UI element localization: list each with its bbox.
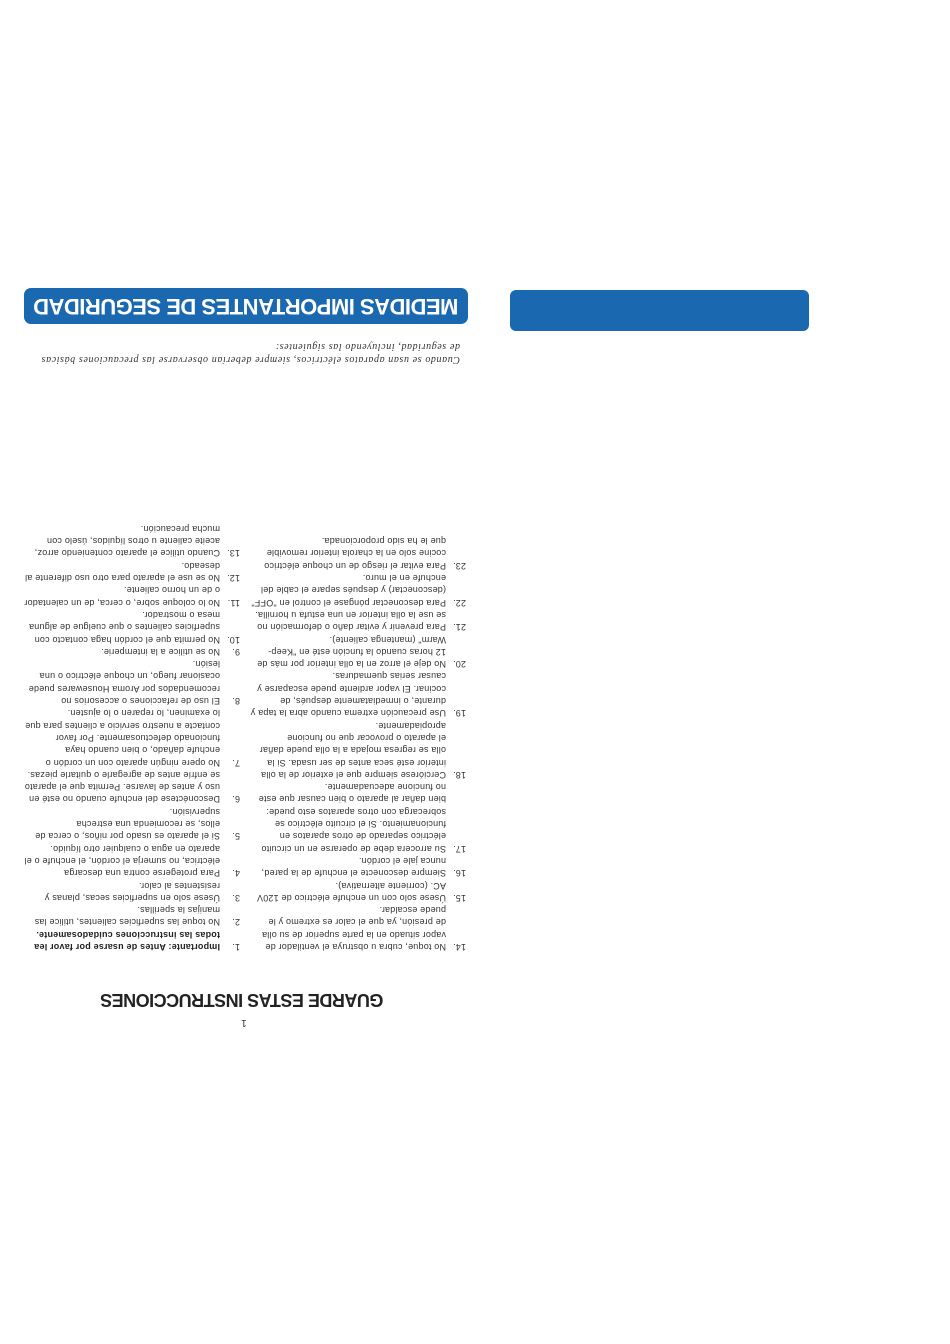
safety-item bbox=[24, 904, 240, 929]
item-number: 6. bbox=[232, 794, 240, 805]
item-number: 4. bbox=[232, 868, 240, 879]
item-text: Para prevenir y evitar daño o deformación no se use la olla interior en una estufa u hornilla. bbox=[255, 609, 446, 633]
item-number: 13. bbox=[226, 548, 240, 559]
safety-item bbox=[250, 855, 466, 880]
page-number: 1 bbox=[241, 1017, 247, 1028]
safety-item bbox=[250, 719, 466, 780]
save-instructions-footer: GUARDE ESTAS INSTRUCCIONES bbox=[100, 990, 384, 1010]
safety-item bbox=[250, 609, 466, 634]
safety-item bbox=[250, 670, 466, 719]
item-number: 7. bbox=[232, 757, 240, 768]
item-text: Siempre desconecte el enchufe de la pared, nunca jale el cordón. bbox=[261, 855, 446, 879]
item-number: 19. bbox=[452, 708, 466, 719]
safety-item bbox=[24, 805, 240, 842]
safety-item bbox=[250, 633, 466, 670]
item-text: Si el aparato es usado por niños, o cerca de ellos, se recomienda una estrecha supervisión. bbox=[35, 806, 220, 842]
item-text: Cuando utilice el aparato conteniendo arroz, aceite caliente u otros líquidos, úselo con mucha precaución. bbox=[34, 523, 220, 559]
item-text: El uso de refacciones o accesorios no recomendados por Aroma Housewares puede ocasionar fuego, un choque eléctrico o una lesión. bbox=[28, 659, 220, 707]
item-number: 2. bbox=[232, 917, 240, 928]
upside-down-page bbox=[18, 282, 470, 1028]
item-number: 11. bbox=[227, 597, 240, 608]
item-text: No toque las superficies calientes, utilice las manijas la sperillas. bbox=[34, 905, 220, 928]
item-number: 12. bbox=[226, 573, 240, 584]
item-text: No deje el arroz en la olla interior por más de 12 horas cuando la función esté en "Keep-Warm" (mantenga caliente). bbox=[257, 634, 446, 670]
item-number: 1. bbox=[232, 942, 240, 952]
item-text: No toque, cubra u obstruya el ventilador de vapor situado en la parte superior de su olla de presión, ya que el calor es extremo y le puede escaldar. bbox=[261, 905, 446, 952]
column-right-items bbox=[250, 535, 466, 953]
item-text: Desconéctese del enchufe cuando no esté en uso y antes de lavarse. Permita que el aparato se enfríe antes de agregarle o quitarle piezas. bbox=[24, 769, 220, 805]
item-text: Úsese solo en superficies secas, planas y resistentes al calor. bbox=[44, 880, 220, 903]
safety-item bbox=[250, 879, 466, 904]
item-number: 3. bbox=[232, 892, 240, 903]
item-number: 23. bbox=[452, 560, 466, 571]
item-number: 8. bbox=[232, 696, 240, 707]
item-text: No se use el aparato para otro uso diferente al deseado. bbox=[24, 560, 220, 584]
item-text: No lo coloque sobre, o cerca, de un calentador o de un horno caliente. bbox=[24, 585, 220, 608]
item-text: No opere ningún aparato con un cordón o enchufe dañado, o bien cuando haya funcionado defectuosamente. Por favor contacte a nuestro servicio a clientes para que lo examinen, lo reparen o lo ajusten. bbox=[24, 708, 220, 768]
safety-item bbox=[250, 904, 466, 953]
item-bold-text: Importante: Antes de usarse por favor lea todas las instrucciones cuidadosamente. bbox=[34, 929, 220, 952]
item-text: Para evitar el riesgo de un choque eléctrico cocine solo en la charola interior removible que le ha sido proporcionada. bbox=[264, 536, 446, 571]
safety-item bbox=[24, 707, 240, 768]
item-number: 20. bbox=[452, 659, 466, 670]
item-text: No se utilice a la intemperie. bbox=[100, 646, 220, 657]
blue-tab-band bbox=[510, 290, 809, 331]
safety-item bbox=[24, 658, 240, 707]
safety-item bbox=[24, 928, 240, 953]
safety-item bbox=[24, 560, 240, 585]
item-number: 10. bbox=[226, 634, 240, 645]
safety-item bbox=[24, 646, 240, 658]
safety-item bbox=[24, 584, 240, 609]
safety-item bbox=[24, 769, 240, 806]
column-left-items bbox=[24, 523, 240, 953]
item-number: 16. bbox=[452, 868, 466, 879]
safety-columns bbox=[20, 375, 466, 953]
item-number: 14. bbox=[452, 942, 466, 952]
item-number: 5. bbox=[232, 831, 240, 842]
item-text: Úsese solo con un enchufe eléctrico de 120V AC. (corriente alternativa). bbox=[256, 880, 446, 903]
item-number: 15. bbox=[452, 892, 466, 903]
page-title-bar bbox=[24, 288, 468, 324]
safety-item bbox=[24, 609, 240, 646]
safety-item bbox=[250, 781, 466, 855]
item-number: 22. bbox=[452, 597, 466, 608]
item-text: Use precaución extrema cuando abra la tapa y durante, o inmediatamente después, de cocinar. El vapor ardiente puede escaparse y causar serias quemaduras. bbox=[250, 671, 446, 719]
safety-item bbox=[24, 879, 240, 904]
intro-text: Cuando se usan aparatos eléctricos, siempre deberían observarse las precauciones básicas de seguridad, incluyendo las siguientes: bbox=[41, 341, 460, 365]
item-number: 18. bbox=[452, 769, 466, 780]
safety-item bbox=[24, 523, 240, 560]
item-text: No permita que el cordón haga contacto con superficies calientes o que cuelgue de alguna mesa o mostrador. bbox=[28, 609, 220, 645]
item-text: Cerciórese siempre que el exterior de la olla interior esté seca antes de ser usada. Si la olla se regresa mojada a la olla puede dañar el aparato o provocar que no funcione apropiadamente. bbox=[259, 720, 446, 780]
item-number: 9. bbox=[232, 646, 240, 657]
safety-item bbox=[24, 842, 240, 879]
item-text: Para protegerse contra una descarga eléctrica, no sumerja el cordón, el enchufe o el aparato en agua o cualquier otro líquido. bbox=[24, 843, 220, 879]
item-text: Para desconectar póngase el control en "OFF" (desconectar) y después separe el cable del enchufe en el muro. bbox=[251, 573, 446, 608]
item-text bbox=[24, 928, 220, 953]
safety-item bbox=[250, 535, 466, 572]
item-number: 17. bbox=[452, 843, 466, 854]
page-title: MEDIDAS IMPORTANTES DE SEGURIDAD bbox=[33, 294, 459, 319]
safety-item bbox=[250, 572, 466, 609]
item-text: Su arrocera debe de operarse en un circuito eléctrico separado de otros aparatos en funcionamiento. Si el circuito eléctrico se sobrecarga con otros aparatos esto puede: bien dañar al aparato o bien causar que este no funcione adecuadamente. bbox=[258, 782, 446, 854]
item-number: 21. bbox=[452, 622, 466, 633]
